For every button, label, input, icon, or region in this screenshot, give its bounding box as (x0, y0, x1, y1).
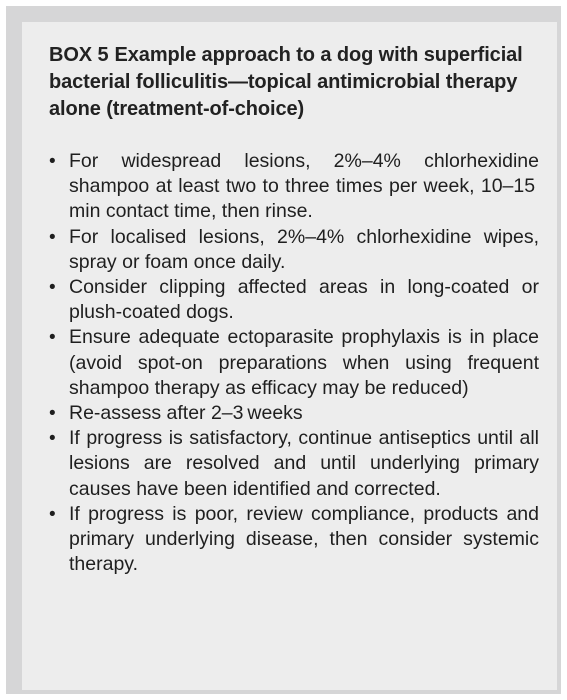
list-item-text: For localised lesions, 2%–4% chlorhexidine wipes, spray or foam once daily. (69, 225, 539, 273)
list-item-text: If progress is satisfactory, continue antiseptics until all lesions are resolved and until underlying primary causes have been identified and corrected. (69, 427, 539, 500)
box-heading (49, 42, 539, 123)
list-item-text: Ensure adequate ectoparasite prophylaxis is in place (avoid spot-on preparations when using frequent shampoo therapy as efficacy may be reduced) (69, 326, 539, 399)
box-label: BOX 5 (49, 44, 109, 66)
list-item (49, 401, 539, 426)
bullet-icon: • (49, 151, 56, 172)
list-item-text: Consider clipping affected areas in long-coated or plush-coated dogs. (69, 276, 539, 324)
list-item (49, 325, 539, 401)
list-item (49, 275, 539, 325)
box-panel (22, 22, 557, 690)
box-title: Example approach to a dog with superficial bacterial folliculitis—topical antimicrobial therapy alone (treatment-of-choice) (49, 44, 523, 120)
list-item (49, 502, 539, 578)
list-item-text: Re-assess after 2–3 weeks (69, 402, 303, 425)
list-item (49, 426, 539, 502)
bullet-icon: • (49, 503, 56, 525)
bullet-icon: • (49, 403, 56, 425)
bullet-icon: • (49, 327, 56, 349)
list-item-text: If progress is poor, review compliance, products and primary underlying disease, then consider systemic therapy. (69, 502, 539, 576)
list-item (49, 149, 539, 225)
list-item-text: For widespread lesions, 2%–4% chlorhexidine shampoo at least two to three times per week, 10–15 min contact time, then rinse. (69, 150, 539, 223)
bullet-icon: • (49, 428, 56, 450)
bullet-icon: • (49, 277, 56, 299)
recommendation-list (49, 149, 539, 577)
bullet-icon: • (49, 226, 56, 248)
list-item (49, 225, 539, 275)
box-frame (6, 6, 561, 694)
